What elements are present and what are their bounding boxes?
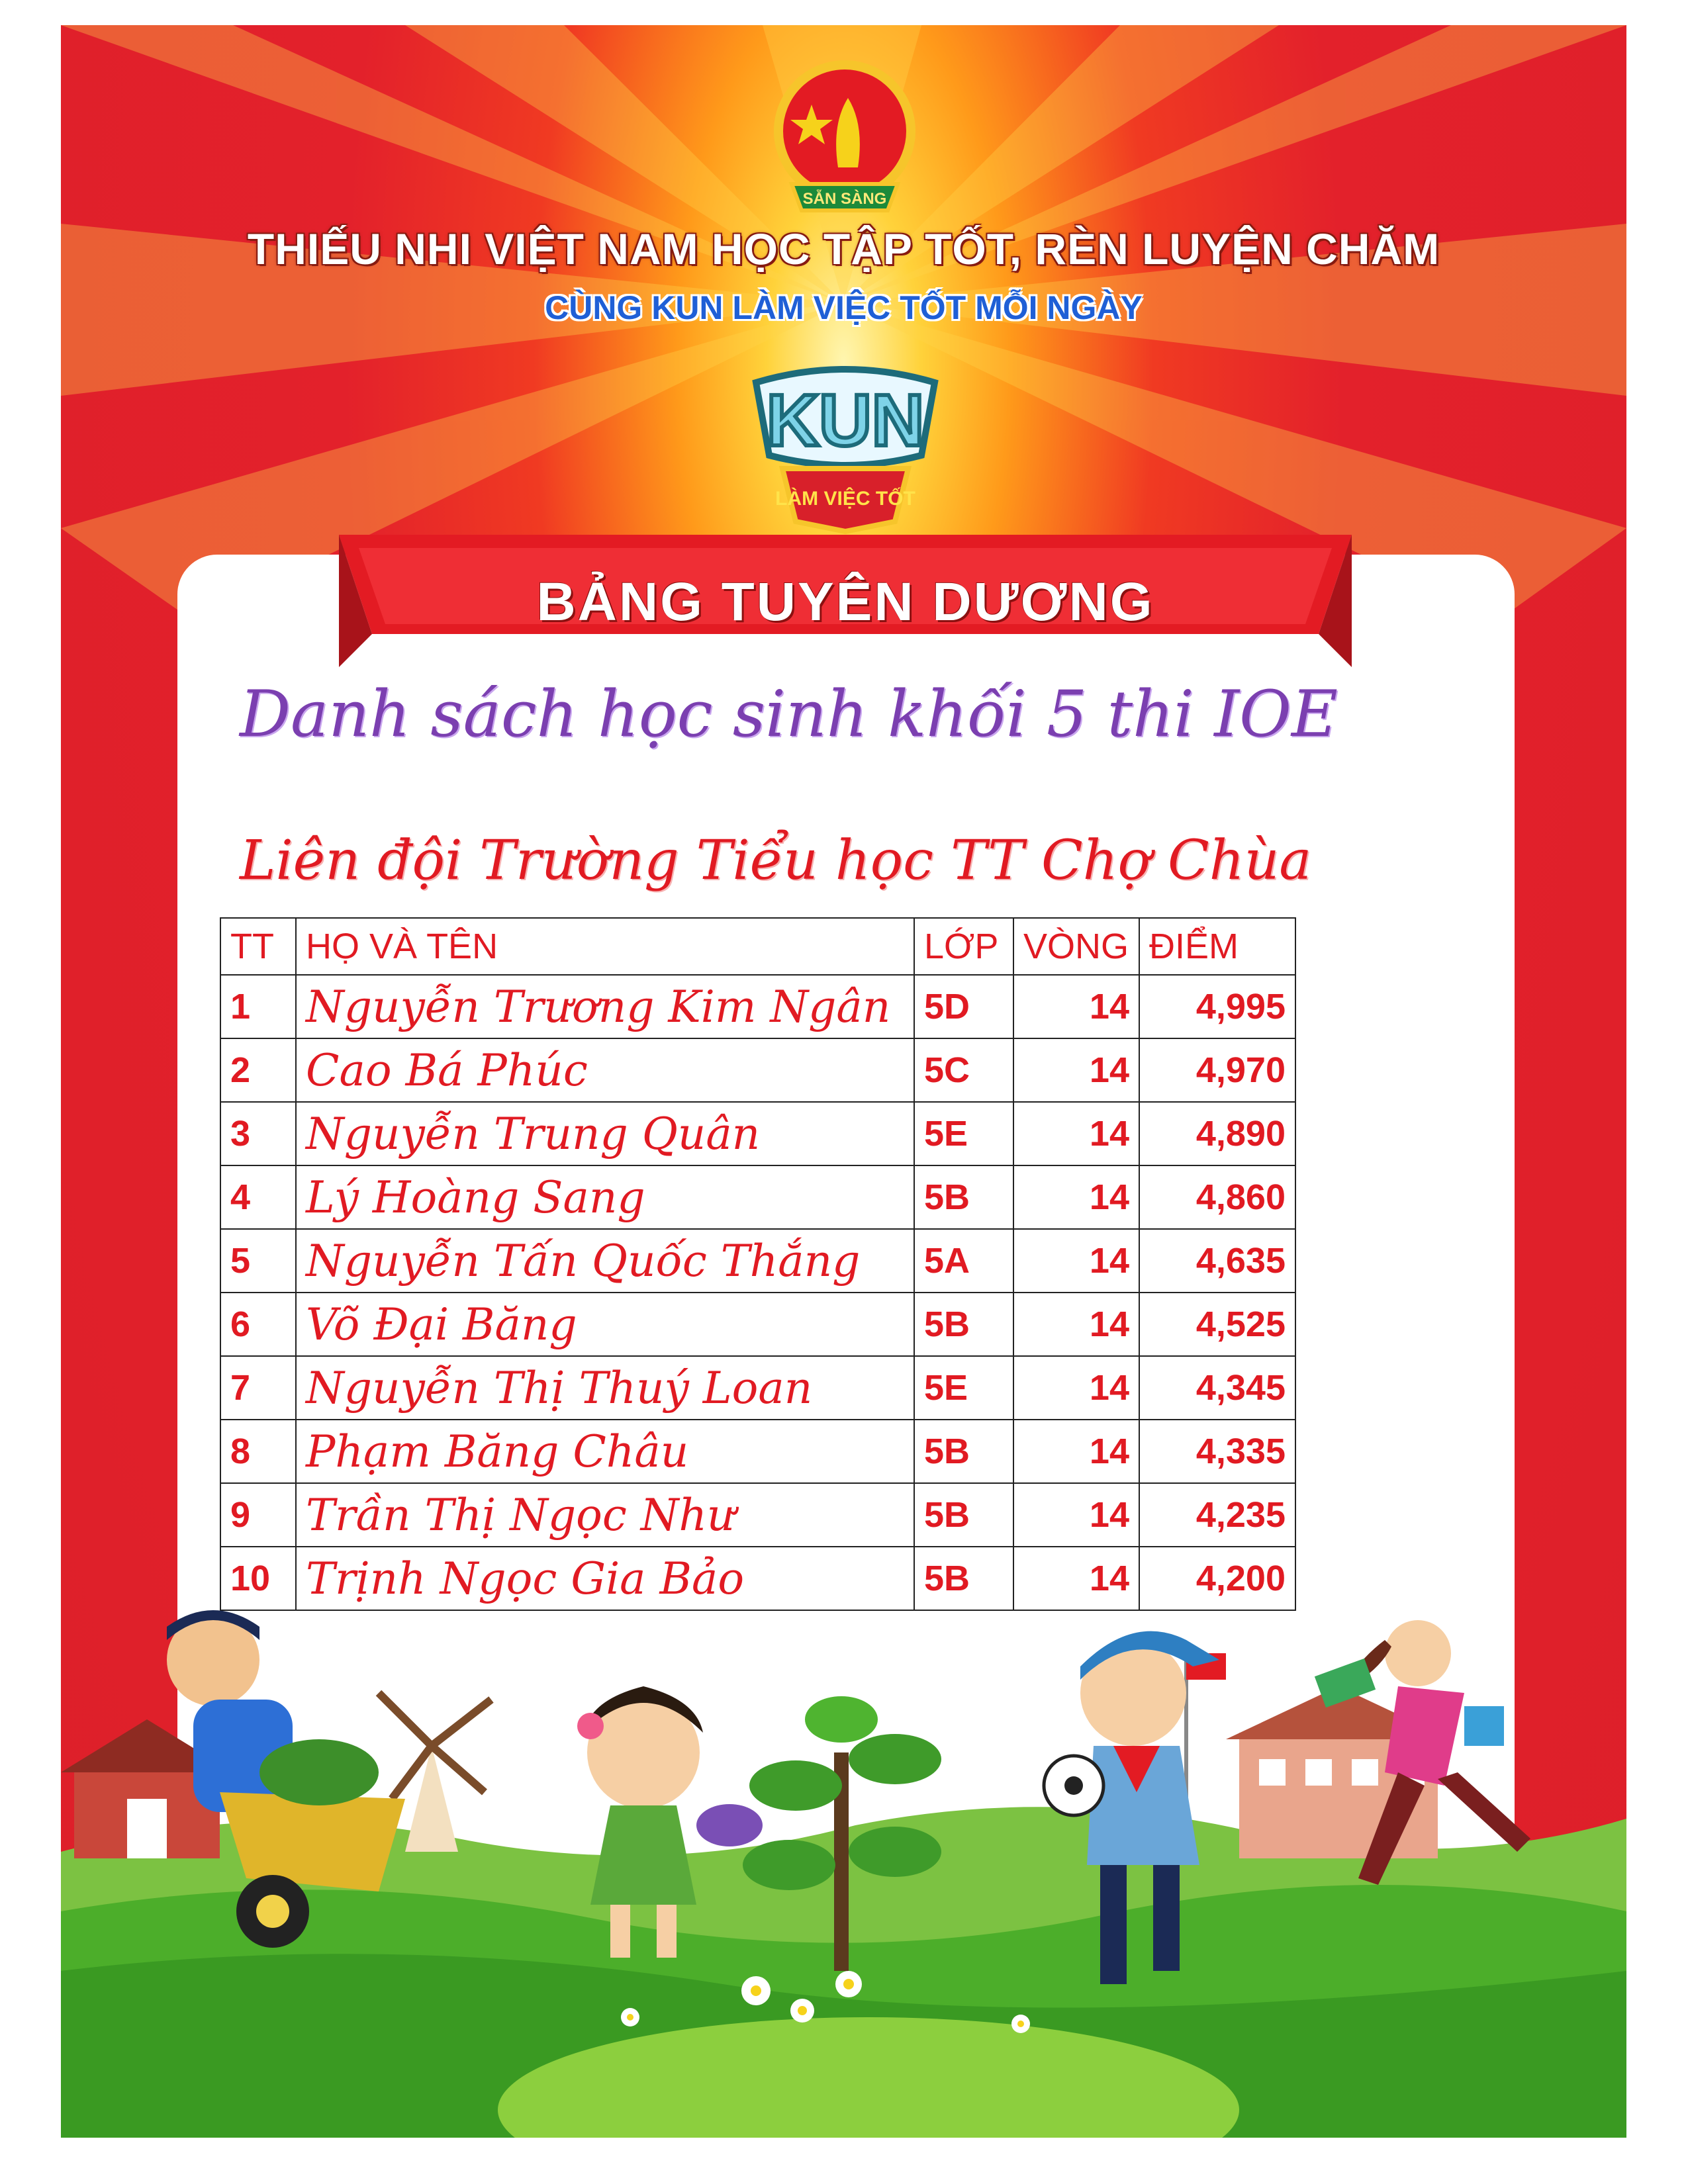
cell-round: 14 <box>1013 1165 1139 1229</box>
slogan-line-2: CÙNG KUN LÀM VIỆC TỐT MỖI NGÀY <box>545 289 1143 326</box>
school-name: Liên đội Trường Tiểu học TT Chợ Chùa <box>240 829 1312 892</box>
cell-round: 14 <box>1013 975 1139 1038</box>
list-heading: Danh sách học sinh khối 5 thi IOE <box>240 677 1338 751</box>
col-header-tt: TT <box>220 918 296 975</box>
cell-class: 5B <box>914 1547 1013 1610</box>
cell-score: 4,995 <box>1139 975 1295 1038</box>
kun-logo-text: KUN <box>766 380 925 461</box>
cell-name: Phạm Băng Châu <box>296 1420 914 1483</box>
cell-score: 4,235 <box>1139 1483 1295 1547</box>
cell-name: Cao Bá Phúc <box>296 1038 914 1102</box>
cell-name: Nguyễn Tấn Quốc Thắng <box>296 1229 914 1293</box>
table-row <box>220 1420 1295 1483</box>
cell-class: 5B <box>914 1420 1013 1483</box>
slogan-line-1: THIẾU NHI VIỆT NAM HỌC TẬP TỐT, RÈN LUYỆN CHĂM <box>247 224 1440 273</box>
cell-tt: 1 <box>220 975 296 1038</box>
cell-tt: 5 <box>220 1229 296 1293</box>
cell-round: 14 <box>1013 1420 1139 1483</box>
table-row <box>220 1483 1295 1547</box>
cell-name: Trần Thị Ngọc Như <box>296 1483 914 1547</box>
cell-round: 14 <box>1013 1483 1139 1547</box>
cell-tt: 8 <box>220 1420 296 1483</box>
cell-score: 4,970 <box>1139 1038 1295 1102</box>
table-header-row <box>220 918 1295 975</box>
emblem-label: SẴN SÀNG <box>802 190 887 208</box>
cell-round: 14 <box>1013 1356 1139 1420</box>
cell-tt: 10 <box>220 1547 296 1610</box>
cell-round: 14 <box>1013 1229 1139 1293</box>
cell-name: Võ Đại Băng <box>296 1293 914 1356</box>
cell-tt: 6 <box>220 1293 296 1356</box>
cell-class: 5C <box>914 1038 1013 1102</box>
table-row <box>220 1102 1295 1165</box>
cell-tt: 3 <box>220 1102 296 1165</box>
cell-score: 4,335 <box>1139 1420 1295 1483</box>
col-header-score: ĐIỂM <box>1139 918 1295 975</box>
poster <box>61 25 1626 2138</box>
cartoon-scene <box>61 1600 1626 2138</box>
table-row <box>220 975 1295 1038</box>
cell-tt: 4 <box>220 1165 296 1229</box>
cell-tt: 2 <box>220 1038 296 1102</box>
col-header-class: LỚP <box>914 918 1013 975</box>
col-header-round: VÒNG <box>1013 918 1139 975</box>
cell-score: 4,525 <box>1139 1293 1295 1356</box>
cell-name: Lý Hoàng Sang <box>296 1165 914 1229</box>
cell-class: 5D <box>914 975 1013 1038</box>
col-header-name: HỌ VÀ TÊN <box>296 918 914 975</box>
cell-score: 4,345 <box>1139 1356 1295 1420</box>
table-row <box>220 1038 1295 1102</box>
table-row <box>220 1165 1295 1229</box>
cell-name: Nguyễn Trung Quân <box>296 1102 914 1165</box>
youth-emblem <box>765 58 924 224</box>
cell-round: 14 <box>1013 1293 1139 1356</box>
table-row <box>220 1356 1295 1420</box>
cell-round: 14 <box>1013 1102 1139 1165</box>
cell-tt: 7 <box>220 1356 296 1420</box>
cell-round: 14 <box>1013 1547 1139 1610</box>
kun-logo <box>743 356 948 535</box>
cell-round: 14 <box>1013 1038 1139 1102</box>
cell-tt: 9 <box>220 1483 296 1547</box>
table-row <box>220 1293 1295 1356</box>
cell-class: 5E <box>914 1356 1013 1420</box>
cell-score: 4,890 <box>1139 1102 1295 1165</box>
cell-class: 5B <box>914 1293 1013 1356</box>
cell-class: 5E <box>914 1102 1013 1165</box>
cell-score: 4,635 <box>1139 1229 1295 1293</box>
cell-class: 5A <box>914 1229 1013 1293</box>
table-row <box>220 1229 1295 1293</box>
ranking-table <box>220 917 1296 1611</box>
kun-logo-subtext: LÀM VIỆC TỐT <box>775 488 915 510</box>
cell-name: Nguyễn Trương Kim Ngân <box>296 975 914 1038</box>
cell-score: 4,200 <box>1139 1547 1295 1610</box>
cell-class: 5B <box>914 1165 1013 1229</box>
cell-name: Nguyễn Thị Thuý Loan <box>296 1356 914 1420</box>
banner-title: BẢNG TUYÊN DƯƠNG <box>536 572 1154 632</box>
cell-class: 5B <box>914 1483 1013 1547</box>
cell-name: Trịnh Ngọc Gia Bảo <box>296 1547 914 1610</box>
cell-score: 4,860 <box>1139 1165 1295 1229</box>
